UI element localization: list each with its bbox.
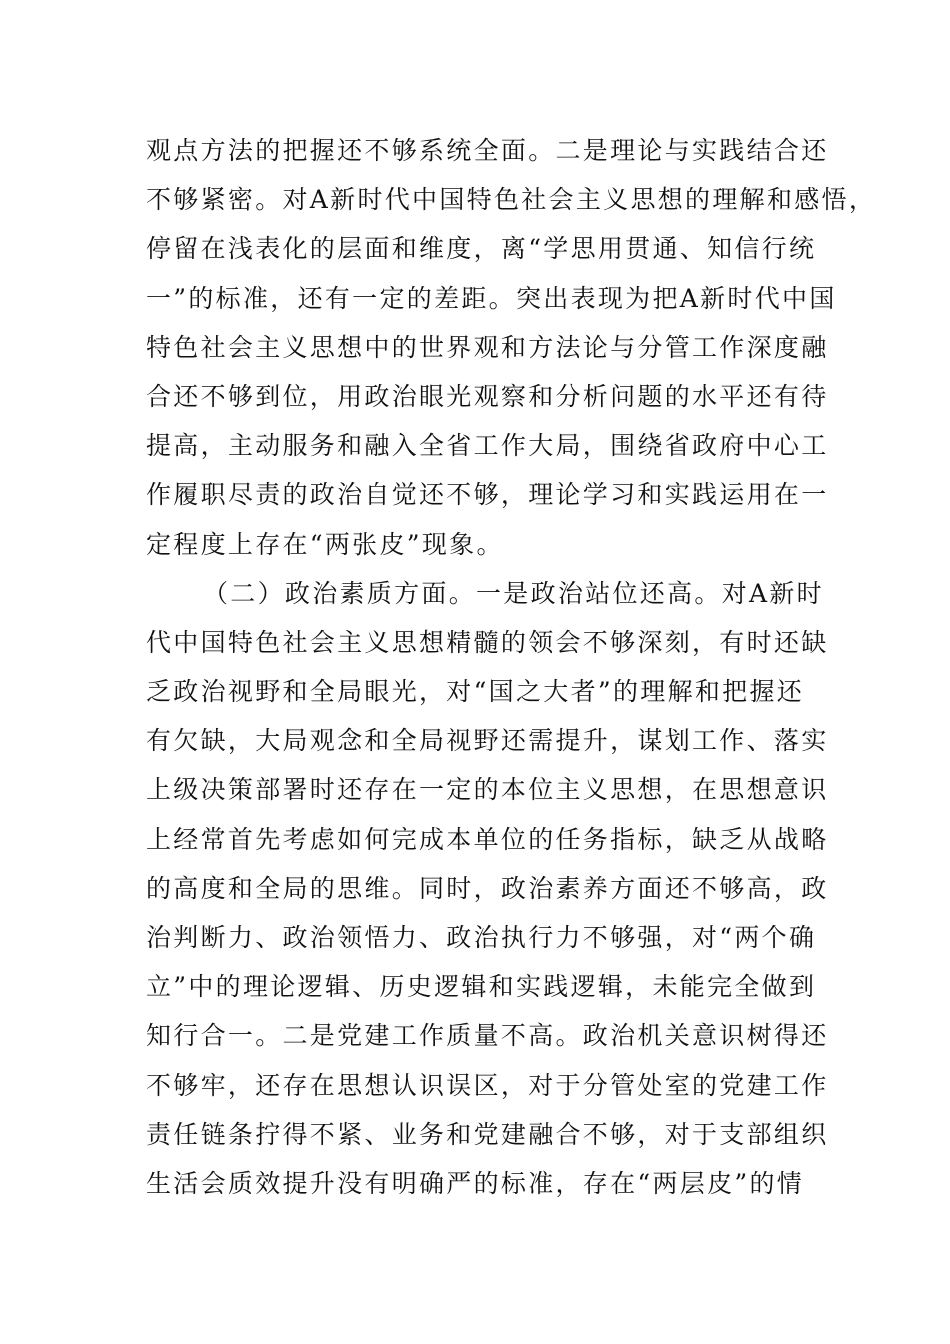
text-line: 生活会质效提升没有明确严的标准，存在“两层皮”的情 [146,1168,805,1198]
text-line: 治判断力、政治领悟力、政治执行力不够强，对“两个确 [146,923,817,952]
text-line: 不够紧密。对A新时代中国特色社会主义思想的理解和感悟， [146,185,877,215]
text-line: 代中国特色社会主义思想精髓的领会不够深刻，有时还缺 [146,627,829,657]
text-line: 知行合一。二是党建工作质量不高。政治机关意识树得还 [146,1021,829,1051]
text-line: 作履职尽责的政治自觉还不够，理论学习和实践运用在一 [146,480,829,510]
text-line: 立”中的理论逻辑、历史逻辑和实践逻辑，未能完全做到 [146,972,817,1002]
text-line: 合还不够到位，用政治眼光观察和分析问题的水平还有待 [146,381,829,411]
text-line: 有欠缺，大局观念和全局视野还需提升，谋划工作、落实 [146,726,829,756]
text-line: 上经常首先考虑如何完成本单位的任务指标，缺乏从战略 [146,824,829,854]
section-heading-line: （二）政治素质方面。一是政治站位还高。对A新时 [203,578,824,608]
text-line: 停留在浅表化的层面和维度，离“学思用贯通、知信行统 [146,234,817,264]
text-line: 观点方法的把握还不够系统全面。二是理论与实践结合还 [146,136,829,165]
text-line: 定程度上存在“两张皮”现象。 [146,529,504,559]
text-line: 不够牢，还存在思想认识误区，对于分管处室的党建工作 [146,1070,829,1100]
text-line: 上级决策部署时还存在一定的本位主义思想，在思想意识 [146,775,829,805]
text-line: 提高，主动服务和融入全省工作大局，围绕省政府中心工 [146,431,829,461]
text-line: 特色社会主义思想中的世界观和方法论与分管工作深度融 [146,332,829,362]
text-line: 乏政治视野和全局眼光，对“国之大者”的理解和把握还 [146,677,805,707]
text-line: 的高度和全局的思维。同时，政治素养方面还不够高，政 [146,873,829,903]
text-line: 责任链条拧得不紧、业务和党建融合不够，对于支部组织 [146,1119,829,1149]
body-text [146,126,877,1208]
text-line: 一”的标准，还有一定的差距。突出表现为把A新时代中国 [146,283,837,313]
